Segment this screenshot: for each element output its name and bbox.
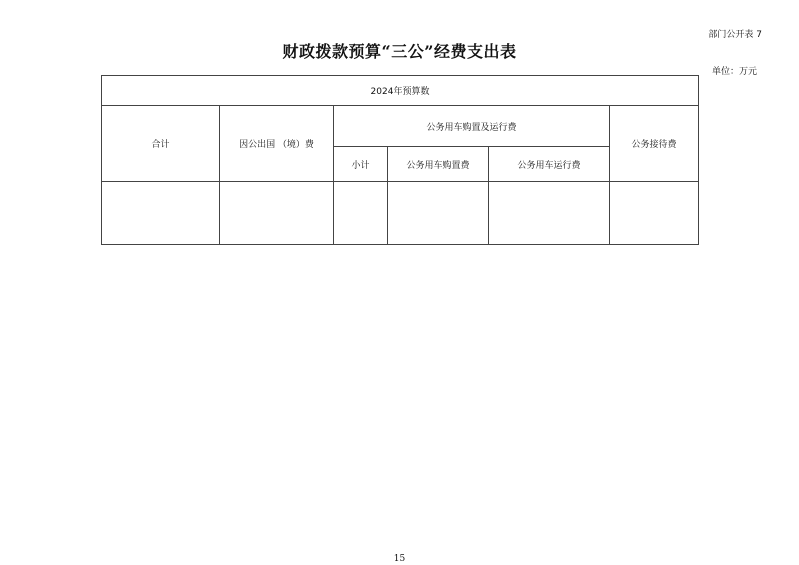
year-header-cell: 2024年预算数	[102, 76, 699, 106]
table-header-row-year	[102, 76, 699, 106]
table-row	[102, 182, 699, 245]
cell-total	[102, 182, 220, 245]
col-header-overseas: 因公出国 （境）费	[220, 106, 334, 182]
cell-reception	[610, 182, 699, 245]
col-header-vehicle-subtotal: 小计	[334, 147, 388, 182]
form-number: 部门公开表 7	[708, 30, 762, 40]
table-header-row-1	[102, 106, 699, 147]
unit-label: 单位：万元	[711, 67, 757, 77]
col-header-vehicle-group: 公务用车购置及运行费	[334, 106, 610, 147]
cell-vehicle-purchase	[388, 182, 489, 245]
col-header-total: 合计	[102, 106, 220, 182]
budget-table	[101, 75, 699, 245]
cell-vehicle-operation	[489, 182, 610, 245]
col-header-vehicle-purchase: 公务用车购置费	[388, 147, 489, 182]
page-title: 财政拨款预算“三公”经费支出表	[282, 42, 517, 61]
page-number: 15	[393, 554, 406, 564]
cell-overseas	[220, 182, 334, 245]
cell-vehicle-subtotal	[334, 182, 388, 245]
col-header-vehicle-operation: 公务用车运行费	[489, 147, 610, 182]
col-header-reception: 公务接待费	[610, 106, 699, 182]
